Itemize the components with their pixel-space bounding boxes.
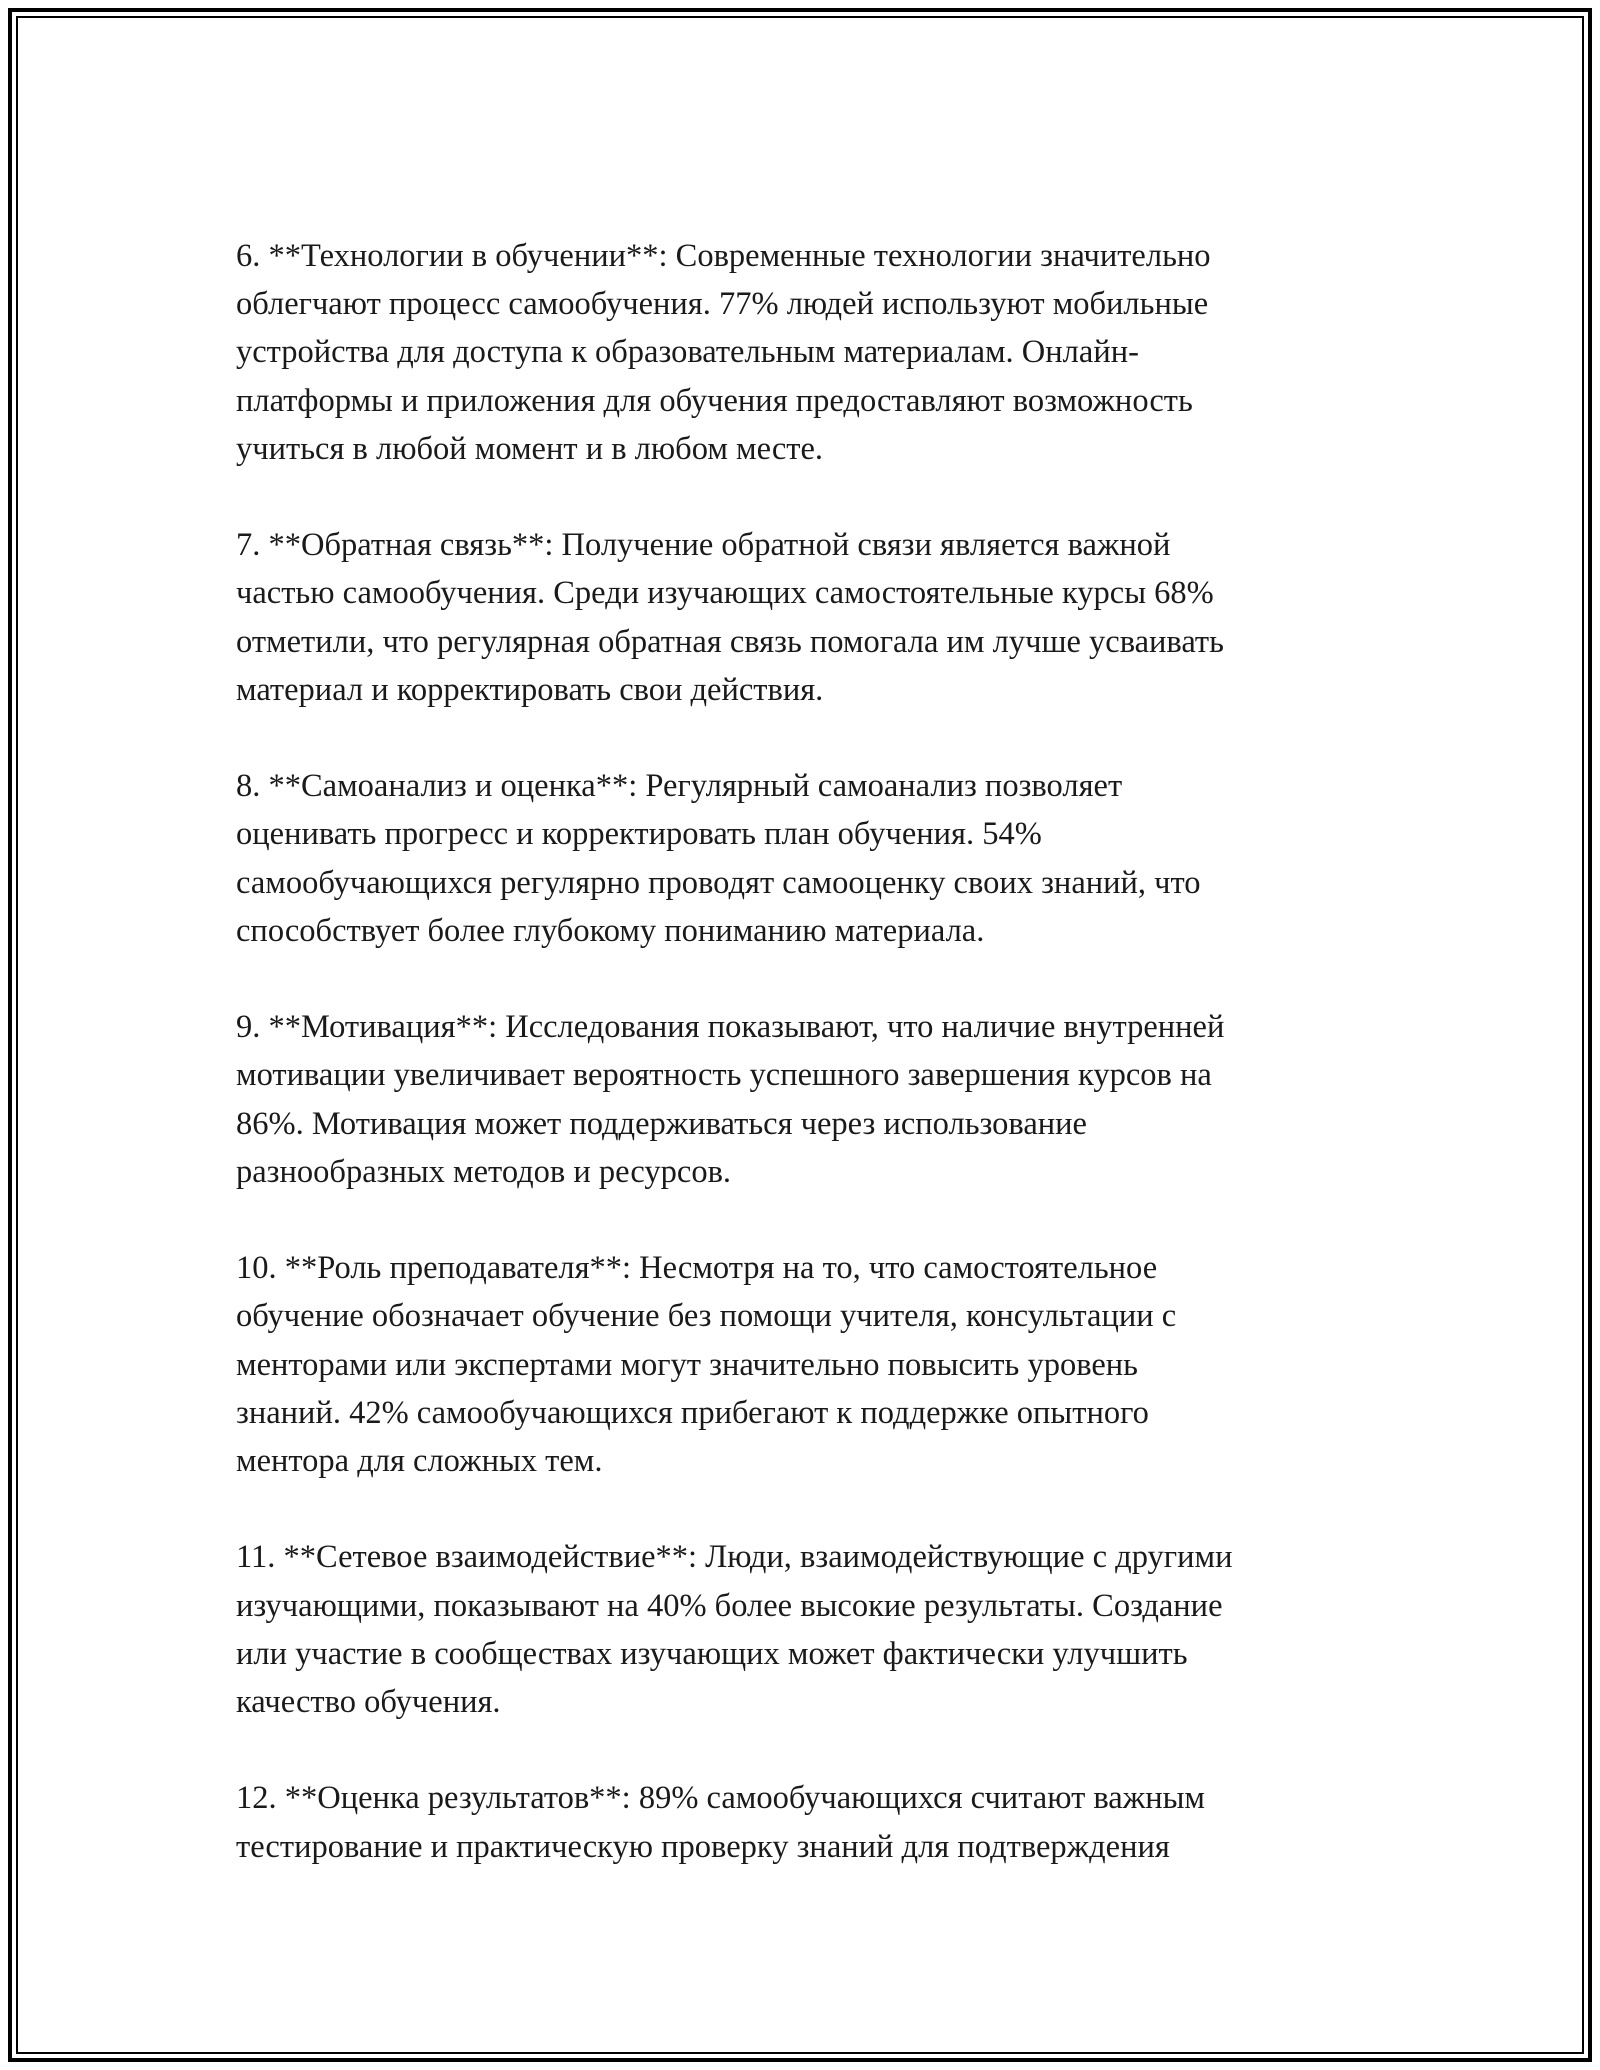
text-line: облегчают процесс самообучения. 77% людей используют мобильные: [236, 286, 1209, 323]
text-line: разнообразных методов и ресурсов.: [236, 1153, 732, 1190]
text-line: качество обучения.: [236, 1684, 501, 1721]
text-line: частью самообучения. Среди изучающих самостоятельные курсы 68%: [236, 575, 1214, 612]
text-line: менторами или экспертами могут значительно повысить уровень: [236, 1346, 1138, 1383]
text-line: 12. **Оценка результатов**: 89% самообучающихся считают важным: [236, 1780, 1205, 1817]
text-line: обучение обозначает обучение без помощи учителя, консультации с: [236, 1298, 1177, 1335]
paragraph-results: [236, 1774, 1376, 1870]
paragraph-motivation: [236, 1003, 1376, 1196]
text-line: изучающими, показывают на 40% более высокие результаты. Создание: [236, 1587, 1223, 1624]
text-line: учиться в любой момент и в любом месте.: [236, 430, 824, 467]
text-line: устройства для доступа к образовательным материалам. Онлайн-: [236, 334, 1139, 371]
text-line: отметили, что регулярная обратная связь помогала им лучше усваивать: [236, 623, 1224, 660]
text-line: материал и корректировать свои действия.: [236, 671, 824, 708]
document-body: [236, 232, 1376, 1919]
text-line: ментора для сложных тем.: [236, 1443, 603, 1480]
text-line: мотивации увеличивает вероятность успешного завершения курсов на: [236, 1057, 1212, 1094]
text-line: 9. **Мотивация**: Исследования показывают, что наличие внутренней: [236, 1009, 1225, 1046]
paragraph-networking: [236, 1533, 1376, 1726]
text-line: 8. **Самоанализ и оценка**: Регулярный самоанализ позволяет: [236, 768, 1123, 805]
paragraph-teacher-role: [236, 1244, 1376, 1485]
text-line: или участие в сообществах изучающих может фактически улучшить: [236, 1635, 1188, 1672]
text-line: тестирование и практическую проверку знаний для подтверждения: [236, 1828, 1170, 1865]
text-line: самообучающихся регулярно проводят самооценку своих знаний, что: [236, 864, 1201, 901]
text-line: способствует более глубокому пониманию материала.: [236, 912, 985, 949]
text-line: 11. **Сетевое взаимодействие**: Люди, взаимодействующие с другими: [236, 1539, 1233, 1576]
text-line: оценивать прогресс и корректировать план обучения. 54%: [236, 816, 1042, 853]
paragraph-self-analysis: [236, 762, 1376, 955]
text-line: 86%. Мотивация может поддерживаться через использование: [236, 1105, 1087, 1142]
paragraph-feedback: [236, 521, 1376, 714]
text-line: 6. **Технологии в обучении**: Современные технологии значительно: [236, 238, 1211, 274]
text-line: 7. **Обратная связь**: Получение обратной связи является важной: [236, 527, 1171, 564]
text-line: 10. **Роль преподавателя**: Несмотря на то, что самостоятельное: [236, 1250, 1158, 1287]
text-line: платформы и приложения для обучения предоставляют возможность: [236, 382, 1193, 419]
text-line: знаний. 42% самообучающихся прибегают к поддержке опытного: [236, 1394, 1149, 1431]
paragraph-technology: [236, 232, 1376, 473]
